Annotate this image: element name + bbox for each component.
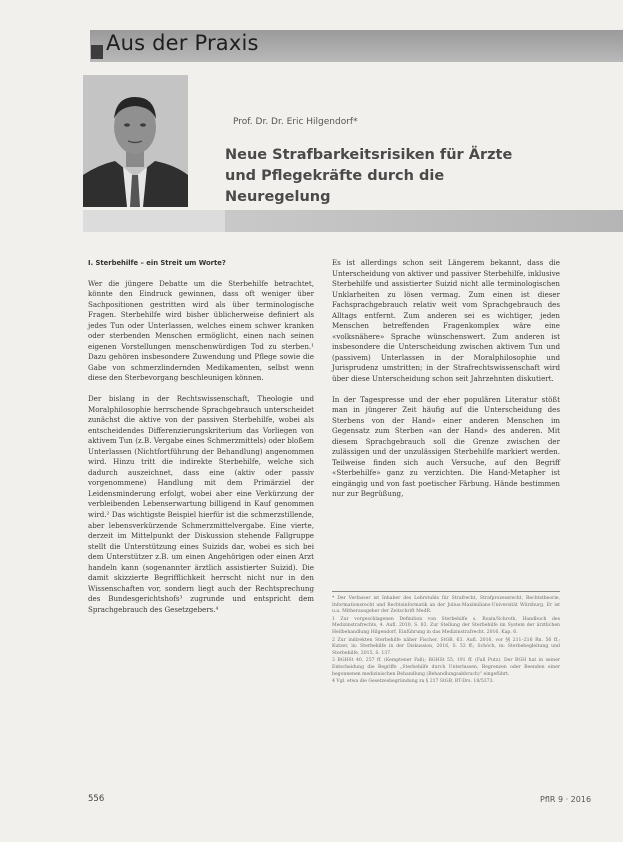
right-column [332,258,560,510]
title-band [225,210,623,232]
footnote: 3 BGHSt 40, 257 ff. (Kemptener Fall); BGHSt 55, 191 ff. (Fall Putz). Der BGH hat in seiner Entscheidung die Begriffe „Sterbehilfe durch Unterlassen, Begrenzen oder Beenden einer begonnenen medizinischen Behandlung (Behandlungsabbruch)“ eingeführt. [332,658,560,677]
journal-issue: PflR 9 · 2016 [540,795,592,804]
footnote: 4 Vgl. etwa die Gesetzesbegründung zu § 217 StGB, BT-Drs. 18/5373. [332,679,494,685]
title-line: und Pflegekräfte durch die Neuregelung [225,168,445,205]
section-title: Aus der Praxis [106,31,259,55]
footnote: 2 Zur indirekten Sterbehilfe näher Fischer, StGB, 63. Aufl. 2016, vor §§ 211–216 Rn. 56 ff.; Kutzer, in: Sterbehilfe in der Diskussion, 2016, S. 53 ff.; Schöch, in: Sterbebegleitung und Sterbehilfe, 2015, S. 137. [332,637,560,656]
footnote: * Der Verfasser ist Inhaber des Lehrstuhls für Strafrecht, Strafprozessrecht, Rechtstheorie, Informationsrecht und Rechtsinformatik an der Julius-Maximilians-Universität Würzburg. Er ist u.a. Mitherausgeber der Zeitschrift MedR. [332,596,560,615]
title-line: Neue Strafbarkeitsrisiken für Ärzte [225,147,513,163]
paragraph: Wer die jüngere Debatte um die Sterbehilfe betrachtet, könnte den Eindruck gewinnen, dass oft weniger über Sachpositionen gestritten wird als über terminologische Fragen. Sterbehilfe wird bisher üblicherweise definiert als jedes Tun oder Unterlassen, welches einem schwer kranken oder sterbenden Menschen ermöglicht, einen nach seinen eigenen Vorstellungen menschenwürdigen Tod zu sterben.¹ Dazu gehören insbesondere Zuwendung und Pflege sowie die Gabe von schmerzlindernden Medikamenten, selbst wenn diese den Sterbevorgang beschleunigen können. [88,278,314,383]
paragraph: Der bislang in der Rechtswissenschaft, Theologie und Moralphilosophie herrschende Sprachgebrauch unterscheidet zunächst die aktive von der passiven Sterbehilfe, wobei als entscheidendes Differenzierungskriterium das Vorliegen von aktivem Tun (z.B. Vergabe eines Schmerzmittels) oder bloßem Unterlassen (Nichtfortführung der Behandlung) angenommen wird. Hinzu tritt die indirekte Sterbehilfe, welche sich dadurch auszeichnet, dass eine (aktiv oder passiv vorgenommene) Handlung mit dem Primärziel der Leidensminderung erfolgt, wobei aber eine Verkürzung der verbleibenden Lebenserwartung billigend in Kauf genommen wird.² Das wichtigste Beispiel hierfür ist die schmerzstillende, aber lebensverkürzende Schmerzmittelvergabe. Eine vierte, derzeit im Mittelpunkt der Diskussion stehende Fallgruppe stellt die Unterstützung eines Suizids dar, wobei es sich bei dem Unterstützer z.B. um einen Angehörigen oder einen Arzt handeln kann (sogenannter ärztlich assistierter Suizid). Die damit skizzierte Begrifflichkeit herrscht nicht nur in den Wissenschaften vor, sondern liegt auch der Rechtsprechung des Bundesgerichtshofs³ zugrunde und entspricht dem Sprachgebrauch des Gesetzgebers.⁴ [88,394,314,614]
left-column [88,258,314,626]
footnote: 1 Zur vorgeschlagenen Definition von Sterbehilfe s. Roxin/Schroth, Handbuch des Medizinstrafrechts, 4. Aufl. 2010, S. 83. Zur Stellung der Sterbehilfe im System der ärztlichen Heilbehandlung Hilgendorf, Einführung in das Medizinstrafrecht, 2016, Kap. 6. [332,616,560,635]
author-photo [83,75,188,207]
paragraph: In der Tagespresse und der eher populären Literatur stößt man in jüngerer Zeit häufig auf die Unterscheidung des Sterbens von der Hand» einer anderen Menschen im Gegensatz zum Sterben «an der Hand» des anderen. Mit diesem Sprachgebrauch soll die Grenze zwischen der zulässigen und der unzulässigen Sterbehilfe markiert werden. Teilweise finden sich auch Versuche, auf den Begriff «Sterbehilfe» ganz zu verzichten. Die Hand-Metapher ist eingängig und von fast poetischer Färbung. Hände bestimmen nur zur Begrüßung, [332,394,560,499]
section-heading: I. Sterbehilfe – ein Streit um Worte? [88,259,226,267]
page-number: 556 [88,794,105,804]
author-name: Prof. Dr. Dr. Eric Hilgendorf* [233,117,358,127]
paragraph: Es ist allerdings schon seit Längerem bekannt, dass die Unterscheidung von aktiver und passiver Sterbehilfe, inklusive Sterbehilfe und assistierter Suizid nicht alle terminologischen Unklarheiten zu lösen vermag. Zum einen ist dieser Fachsprachgebrauch relativ weit vom Sprachgebrauch des Alltags entfernt. Zum anderen sei es wichtiger, jeden Menschen betreffenden Fragenkomplex wäre eine «volksnähere» Sprache wünschenswert. Zum anderen ist insbesondere die Unterscheidung zwischen aktivem Tun und (passivem) Unterlassen in der Moralphilosophie und Jurisprudenz umstritten; in der Strafrechtswissenschaft wird über diese Unterscheidung schon seit Jahrzehnten diskutiert. [332,258,560,384]
footnotes [332,591,560,687]
section-marker-square [91,45,103,59]
title-band-left [83,210,225,232]
